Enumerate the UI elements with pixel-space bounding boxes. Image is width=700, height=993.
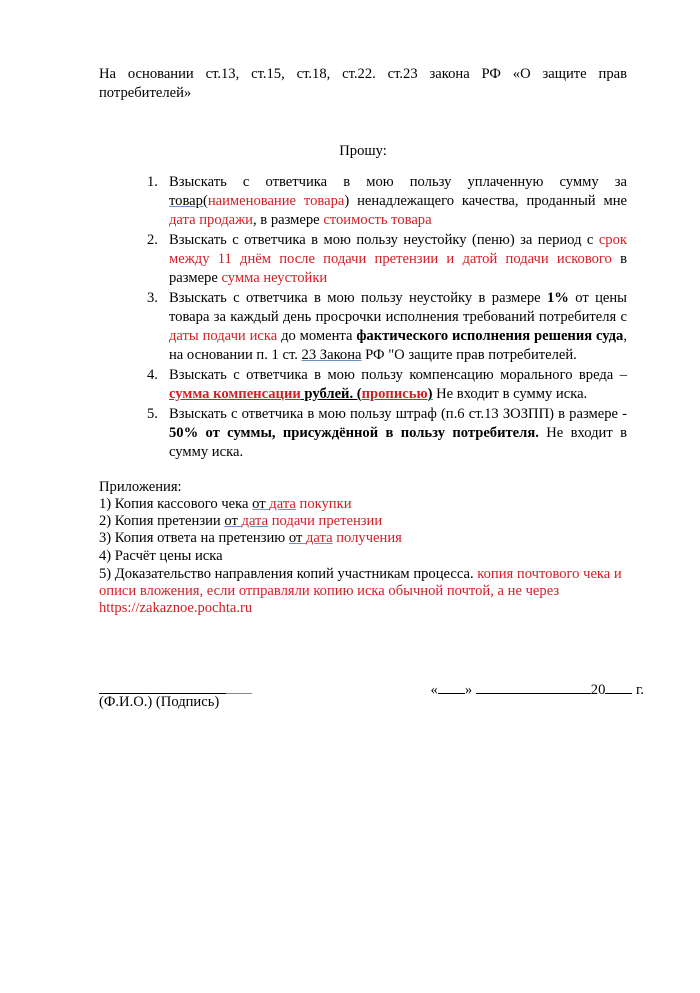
list-number: 1. (147, 174, 158, 190)
placeholder-postal-note: копия почтового чека и описи вложения, если отправляли копию иска обычной почтой, а не через (99, 566, 622, 599)
text: 5) Доказательство направления копий участникам процесса. (99, 566, 478, 582)
text: 2) Копия претензии (99, 513, 225, 529)
text: от цены товара за каждый день просрочки исполнения требований потребителя с (169, 290, 627, 325)
year-suffix: г. (632, 682, 644, 698)
text-bold-underlined: ) (427, 386, 433, 402)
list-number: 2. (147, 232, 158, 248)
request-title: Прошу: (339, 143, 387, 159)
intro-line-2: потребителей» (99, 85, 192, 101)
request-item-4 (147, 366, 627, 404)
text: , в размере (253, 212, 324, 228)
requests-list (147, 173, 627, 463)
attachment-item-4 (99, 548, 639, 565)
postal-url: https://zakaznoe.pochta.ru (99, 600, 253, 616)
text-underlined: товар( (169, 193, 208, 209)
text-bold: фактического исполнения решения суда (356, 328, 624, 344)
attachments-section (99, 479, 639, 617)
text-bold: 1% (546, 290, 569, 306)
request-item-3 (147, 289, 627, 365)
text: до момента (277, 328, 357, 344)
placeholder-date: дата (241, 513, 269, 529)
month-blank (476, 679, 591, 694)
text-underlined: от (288, 530, 306, 546)
intro-paragraph (99, 65, 627, 103)
placeholder-product-name: наименование товара (207, 193, 345, 209)
text: Взыскать с ответчика в мою пользу уплаченную сумму за (169, 174, 627, 190)
text: Взыскать с ответчика в мою пользу неустойку (пеню) за период с (169, 232, 599, 248)
text: Взыскать с ответчика в мою пользу штраф (п.6 ст.13 ЗОЗПП) в размере - (169, 406, 627, 422)
attachment-item-5 (99, 566, 639, 617)
attachments-heading: Приложения: (99, 479, 182, 495)
text: РФ "О защите прав потребителей. (361, 347, 577, 363)
request-item-5 (147, 405, 627, 462)
attachment-item-1 (99, 496, 639, 513)
placeholder-period: срок между 11 днём после подачи претензии и датой подачи искового (169, 232, 627, 267)
placeholder-penalty-sum: сумма неустойки (221, 270, 328, 286)
date-field (431, 679, 644, 699)
text: Взыскать с ответчика в мою пользу компенсацию морального вреда – (169, 367, 627, 383)
text-bold: 50% от суммы, присуждённой в пользу потребителя. (169, 425, 539, 441)
list-number: 4. (147, 367, 158, 383)
intro-line-1: На основании ст.13, ст.15, ст.18, ст.22. ст.23 закона РФ «О защите прав (99, 66, 627, 82)
text-bold-underlined: рублей. ( (300, 386, 362, 402)
placeholder-filing-date: даты подачи иска (169, 328, 278, 344)
text-underlined: от (224, 513, 242, 529)
text-underlined: от (252, 496, 270, 512)
placeholder-date: дата (269, 496, 296, 512)
day-blank (438, 679, 465, 694)
quote-open: « (430, 682, 438, 698)
text: в размере (169, 251, 627, 286)
list-number: 5. (147, 406, 158, 422)
placeholder-product-cost: стоимость товара (323, 212, 432, 228)
placeholder-compensation-sum: сумма компенсации (169, 386, 301, 402)
attachment-item-3 (99, 530, 639, 547)
request-item-2 (147, 231, 627, 288)
text: ) ненадлежащего качества, проданный мне (344, 193, 627, 209)
year-blank (605, 679, 632, 694)
placeholder-label: получения (332, 530, 402, 546)
placeholder-sale-date: дата продажи (169, 212, 253, 228)
signature-caption: (Ф.И.О.) (Подпись) (99, 694, 220, 710)
placeholder-label: подачи претензии (268, 513, 383, 529)
list-number: 3. (147, 290, 158, 306)
request-item-1 (147, 173, 627, 230)
text: Не входит в сумму иска. (432, 386, 588, 402)
text: 4) Расчёт цены иска (99, 548, 223, 564)
quote-close: » (464, 682, 473, 698)
text: 3) Копия ответа на претензию (99, 530, 289, 546)
year-prefix: 20 (590, 682, 606, 698)
placeholder-in-words: прописью (361, 386, 428, 402)
attachment-item-2 (99, 513, 639, 530)
text: Взыскать с ответчика в мою пользу неустойку в размере (169, 290, 547, 306)
placeholder-date: дата (306, 530, 333, 546)
signature-block (99, 679, 644, 719)
signature-line-extension (226, 693, 252, 694)
placeholder-label: покупки (295, 496, 352, 512)
text: Не входит в сумму иска. (169, 425, 627, 460)
text: , на основании п. 1 ст. (169, 328, 627, 363)
text: 1) Копия кассового чека (99, 496, 253, 512)
text-underlined: 23 Закона (301, 347, 362, 363)
